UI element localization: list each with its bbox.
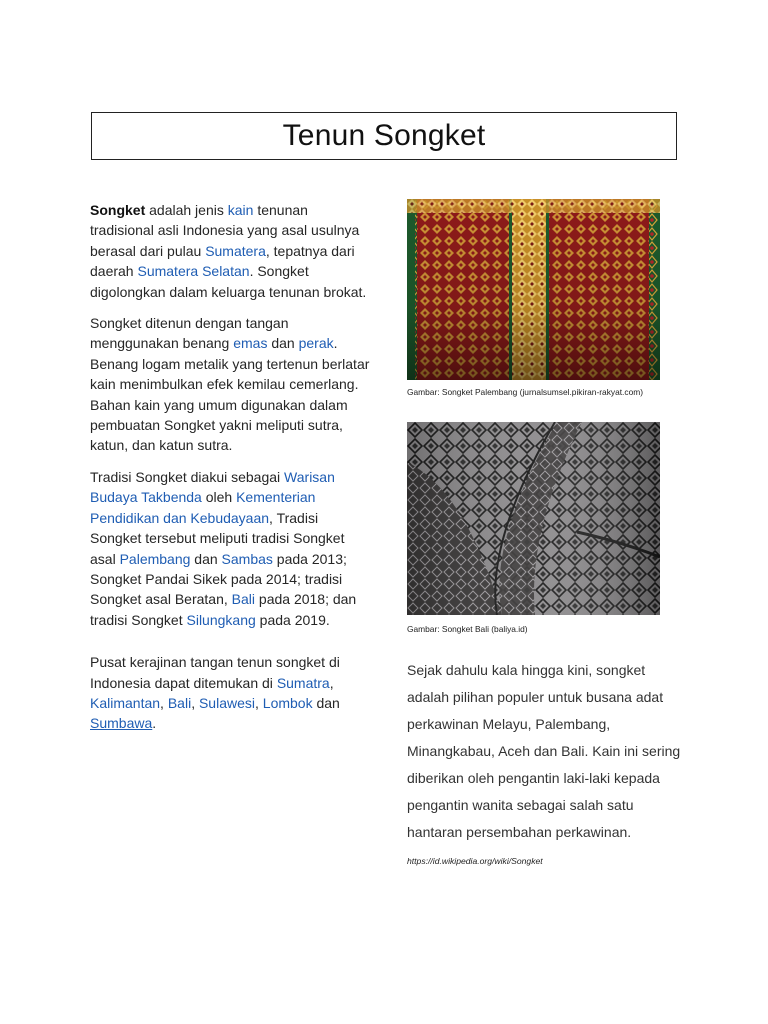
link-warisan-budaya[interactable]: Warisan Budaya Takbenda <box>90 468 335 506</box>
link-sumatera-selatan[interactable]: Sumatera Selatan <box>137 263 250 280</box>
text: adalah jenis <box>145 202 228 218</box>
text: pada 2018; dan tradisi Songket <box>90 591 357 628</box>
link-perak[interactable]: perak <box>298 335 334 352</box>
link-sambas[interactable]: Sambas <box>221 550 273 567</box>
link-sumatra[interactable]: Sumatra <box>276 674 330 691</box>
text: . <box>152 715 157 732</box>
title-box <box>91 112 677 160</box>
figure-songket-palembang <box>407 199 660 380</box>
term-songket: Songket <box>90 202 146 218</box>
caption-songket-bali: Gambar: Songket Bali (baliya.id) <box>407 624 528 634</box>
link-emas[interactable]: emas <box>233 335 268 352</box>
songket-palembang-image <box>407 199 660 380</box>
link-sulawesi[interactable]: Sulawesi <box>198 694 255 711</box>
text: oleh <box>201 489 237 506</box>
link-silungkang[interactable]: Silungkang <box>186 611 256 628</box>
text: . Benang logam metalik yang tertenun berlatar kain menimbulkan efek kemilau cemerlang. Bahan kain yang umum digunakan dalam pembuatan Songket yakni meliputi sutra, katun, dan katun sutra. <box>90 335 370 454</box>
link-lombok[interactable]: Lombok <box>262 694 313 711</box>
text: dan <box>190 550 222 567</box>
paragraph-3 <box>90 467 372 630</box>
paragraph-1 <box>90 200 372 302</box>
paragraph-2 <box>90 313 372 456</box>
text: pada 2019. <box>255 611 330 628</box>
link-bali-2[interactable]: Bali <box>167 694 192 711</box>
link-sumatera[interactable]: Sumatera <box>205 242 266 259</box>
text: Tradisi Songket diakui sebagai <box>90 468 285 485</box>
separator: , <box>329 674 334 691</box>
separator: , <box>255 694 263 711</box>
text: dan <box>312 694 340 711</box>
link-bali[interactable]: Bali <box>231 591 256 608</box>
text: Sejak dahulu kala hingga kini, songket adalah pilihan populer untuk busana adat perkawinan Melayu, Palembang, Minangkabau, Aceh dan Bali. Kain ini sering diberikan oleh pengantin laki-laki kepada pengantin wanita sebagai salah satu hantaran persembahan perkawinan. <box>407 662 681 840</box>
text: , tepatnya dari daerah <box>90 242 355 280</box>
link-sumbawa[interactable]: Sumbawa <box>90 715 153 732</box>
text: tenunan tradisional asli Indonesia yang asal usulnya berasal dari pulau <box>90 202 360 259</box>
text: . Songket digolongkan dalam keluarga tenunan brokat. <box>90 263 367 300</box>
separator: , <box>160 694 168 711</box>
page-title: Tenun Songket <box>282 119 486 152</box>
text: pada 2013; Songket Pandai Sikek pada 2014; tradisi Songket asal Beratan, <box>90 550 347 608</box>
right-paragraph <box>407 657 682 875</box>
link-palembang[interactable]: Palembang <box>119 550 191 567</box>
text: Songket ditenun dengan tangan menggunakan benang <box>90 315 289 352</box>
songket-bali-image <box>407 422 660 615</box>
text: Pusat kerajinan tangan tenun songket di Indonesia dapat ditemukan di <box>90 654 340 691</box>
left-column <box>90 200 372 745</box>
link-kalimantan[interactable]: Kalimantan <box>90 694 161 711</box>
caption-songket-palembang: Gambar: Songket Palembang (jurnalsumsel.pikiran-rakyat.com) <box>407 387 643 397</box>
separator: , <box>191 694 199 711</box>
link-kementerian[interactable]: Kementerian Pendidikan dan Kebudayaan <box>90 489 316 526</box>
source-link[interactable]: https://id.wikipedia.org/wiki/Songket <box>407 856 543 866</box>
paragraph-4 <box>90 652 372 734</box>
link-kain[interactable]: kain <box>227 202 254 218</box>
text: dan <box>267 335 299 352</box>
figure-songket-bali <box>407 422 660 615</box>
text: , Tradisi Songket tersebut meliputi tradisi Songket asal <box>90 509 345 567</box>
